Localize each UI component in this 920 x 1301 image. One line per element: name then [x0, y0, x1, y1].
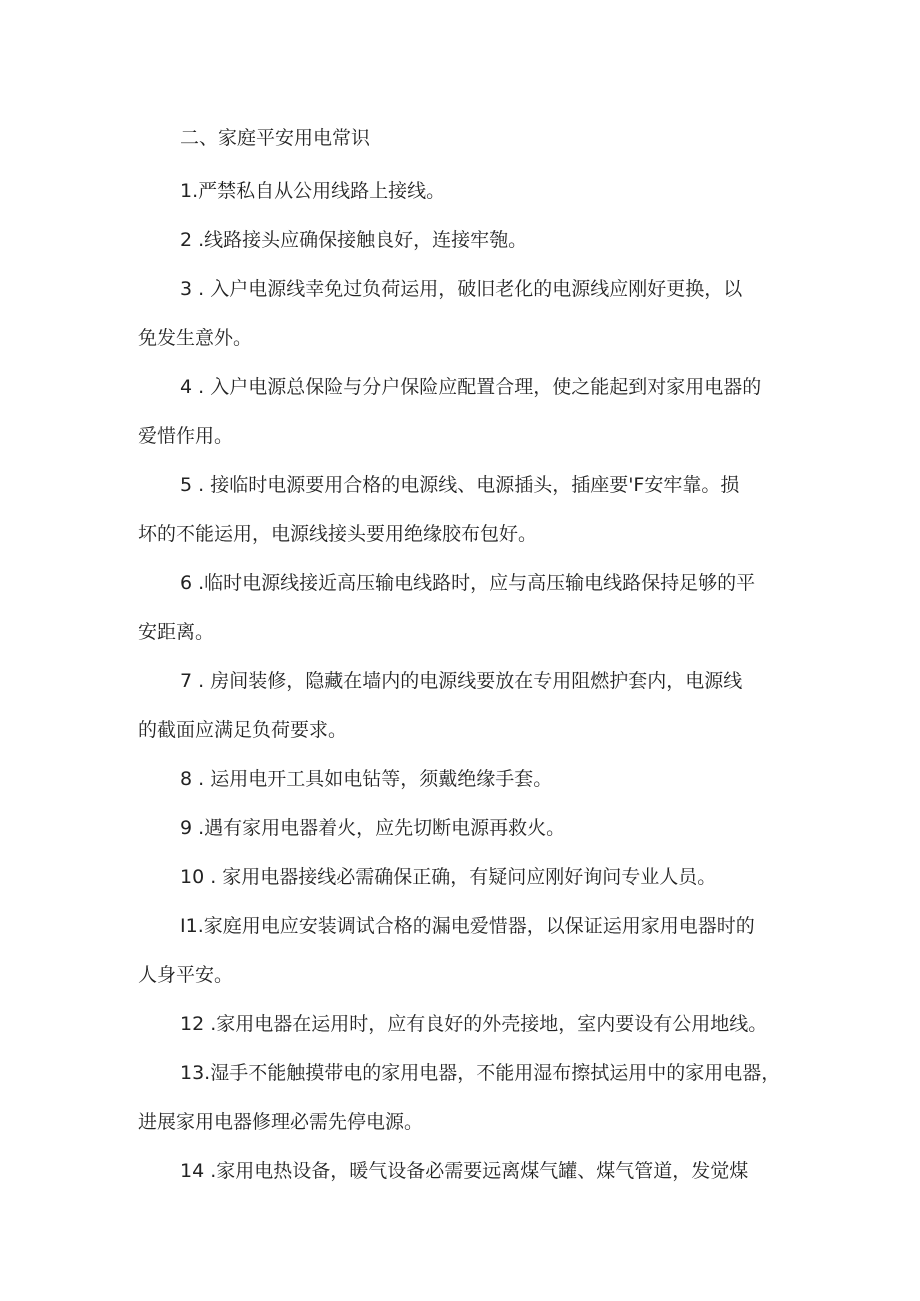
- rule-text-continuation: 人身平安。: [138, 964, 234, 986]
- rule-text-line: 1.严禁私自从公用线路上接线。: [180, 180, 446, 202]
- rule-item: [138, 804, 788, 853]
- rule-text-line: 14 .家用电热设备，暖气设备必需要远离煤气罐、煤气管道，发觉煤: [180, 1160, 749, 1182]
- rule-text-continuation: 坏的不能运用，电源线接头要用绝缘胶布包好。: [138, 523, 538, 545]
- rule-text-line: 2 .线路接头应确保接触良好，连接牢匏。: [180, 229, 528, 251]
- rule-text-line: 4 . 入户电源总保险与分户保险应配置合理，使之能起到对家用电器的: [180, 376, 762, 398]
- rule-item: [138, 1049, 788, 1147]
- rule-text-line: 9 .遇有家用电器着火，应先切断电源再救火。: [180, 817, 566, 839]
- section-heading: 二、家庭平安用电常识: [180, 127, 371, 149]
- rule-text-continuation: 的截面应满足负荷要求。: [138, 719, 348, 741]
- rule-text-continuation: 进展家用电器修理必需先停电源。: [138, 1111, 424, 1133]
- rule-text-continuation: 安距离。: [138, 621, 215, 643]
- rules-list: [138, 167, 788, 1196]
- rule-item: [138, 1147, 788, 1196]
- rule-item: [138, 657, 788, 755]
- document-body: [138, 118, 788, 1196]
- rule-item: [138, 265, 788, 363]
- rule-text-line: 5 . 接临时电源要用合格的电源线、电源插头，插座要'F安牢靠。损: [180, 474, 740, 496]
- rule-text-line: 8 . 运用电开工具如电钻等，须戴绝缘手套。: [180, 768, 553, 790]
- rule-text-line: 12 .家用电器在运用时，应有良好的外壳接地，室内要设有公用地线。: [180, 1013, 768, 1035]
- rule-text-continuation: 爱惜作用。: [138, 425, 234, 447]
- rule-text-line: 10 . 家用电器接线必需确保正确，有疑问应刚好询问专业人员。: [180, 866, 717, 888]
- rule-item: [138, 902, 788, 1000]
- rule-item: [138, 461, 788, 559]
- rule-item: [138, 363, 788, 461]
- rule-text-line: 3 . 入户电源线幸免过负荷运用，破旧老化的电源线应刚好更换，以: [180, 278, 743, 300]
- rule-text-line: 7 . 房间装修，隐藏在墙内的电源线要放在专用阻燃护套内，电源线: [180, 670, 743, 692]
- rule-text-line: 13.湿手不能触摸带电的家用电器，不能用湿布擦拭运用中的家用电器，: [180, 1062, 781, 1084]
- rule-text-line: 6 .临时电源线接近高压输电线路时，应与高压输电线路保持足够的平: [180, 572, 756, 594]
- rule-item: [138, 853, 788, 902]
- rule-item: [138, 1000, 788, 1049]
- rule-item: [138, 559, 788, 657]
- rule-text-line: I1.家庭用电应安装调试合格的漏电爱惜器，以保证运用家用电器时的: [180, 915, 755, 937]
- rule-item: [138, 167, 788, 216]
- rule-item: [138, 755, 788, 804]
- rule-text-continuation: 免发生意外。: [138, 327, 253, 349]
- rule-item: [138, 216, 788, 265]
